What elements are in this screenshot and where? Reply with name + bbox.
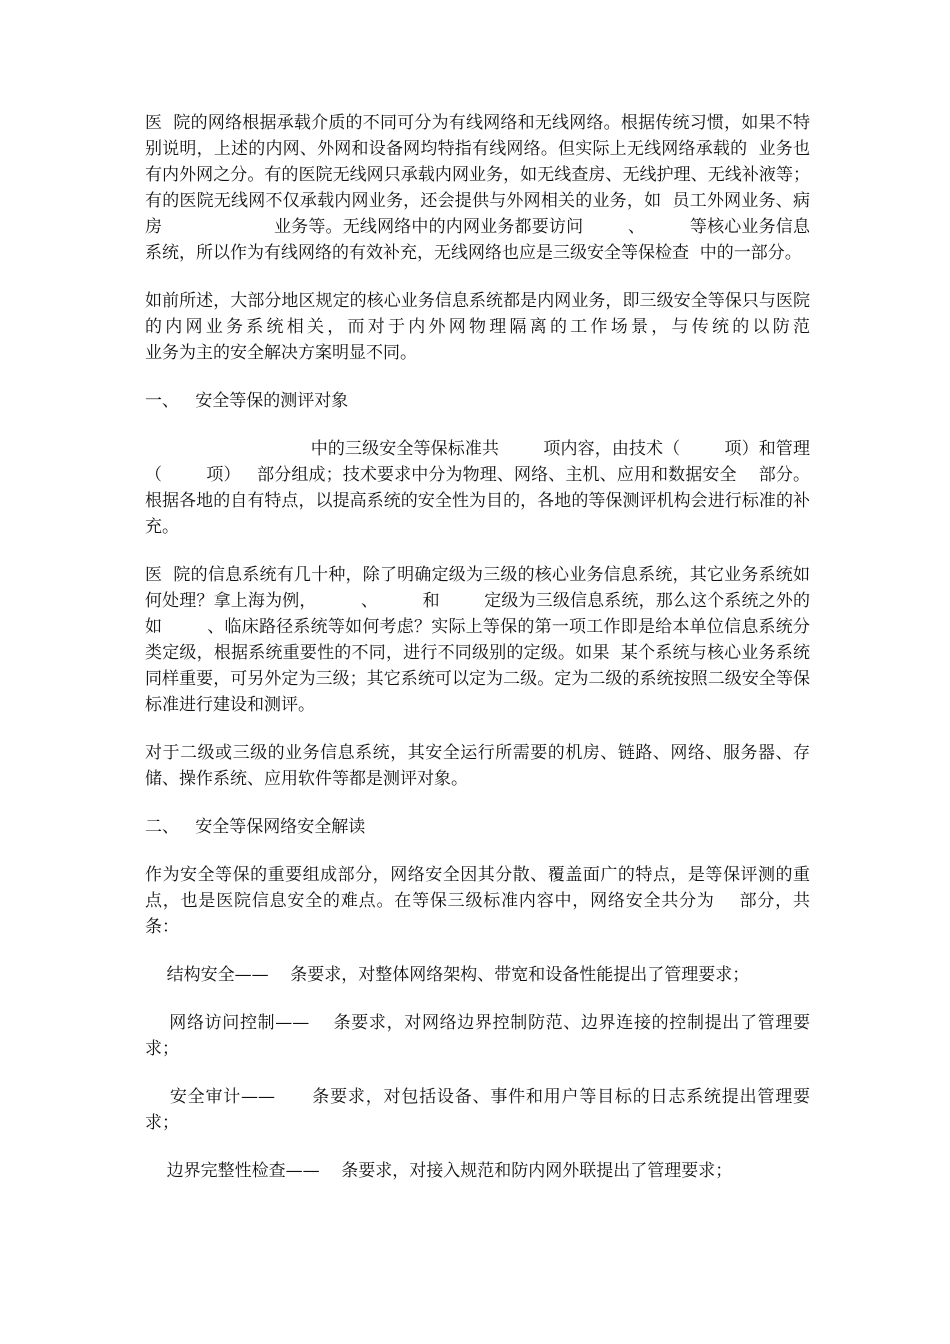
- list-item-security-audit: 安全审计—— 条要求，对包括设备、事件和用户等目标的日志系统提出管理要求；: [145, 1087, 811, 1133]
- section-heading-evaluation-objects: 一、 安全等保的测评对象: [145, 391, 349, 411]
- paragraph-network-security-overview: 作为安全等保的重要组成部分，网络安全因其分散、覆盖面广的特点，是等保评测的重点，也是医院信息安全的难点。在等保三级标准内容中，网络安全共分为 部分，共 条：: [145, 865, 843, 937]
- paragraph-wireless-network: 医 院的网络根据承载介质的不同可分为有线网络和无线网络。根据传统习惯，如果不特别说明，上述的内网、外网和设备网均特指有线网络。但实际上无线网络承载的 业务也有内外网之分。有的医院无线网只承载内网业务，如无线查房、无线护理、无线补液等；有的医院无线网不仅承载内网业务，还会提供与外网相关的业务，如 员工外网业务、病房 业务等。无线网络中的内网业务都要访问 、 等核心业务信息系统，所以作为有线网络的有效补充，无线网络也应是三级安全等保检查 中的一部分。: [145, 113, 810, 263]
- list-item-access-control: 网络访问控制—— 条要求，对网络边界控制防范、边界连接的控制提出了管理要求；: [145, 1013, 810, 1059]
- paragraph-standard-contents: 中的三级安全等保标准共 项内容，由技术（ 项）和管理（ 项） 部分组成；技术要求中分为物理、网络、主机、应用和数据安全 部分。根据各地的自有特点，以提高系统的安全性为目的，各地的等保测评机构会进行标准的补充。: [145, 439, 810, 537]
- document-body: [145, 110, 908, 1206]
- section-heading-network-security: 二、 安全等保网络安全解读: [145, 817, 366, 837]
- paragraph-system-classification: 医 院的信息系统有几十种，除了明确定级为三级的核心业务信息系统，其它业务系统如何处理？拿上海为例， 、 和 定级为三级信息系统，那么这个系统之外的如 、临床路径系统等如何考虑？实际上等保的第一项工作即是给本单位信息系统分类定级，根据系统重要性的不同，进行不同级别的定级。如果 某个系统与核心业务系统同样重要，可另外定为三级；其它系统可以定为二级。定为二级的系统按照二级安全等保标准进行建设和测评。: [145, 565, 810, 715]
- paragraph-evaluation-scope: 对于二级或三级的业务信息系统，其安全运行所需要的机房、链路、网络、服务器、存储、操作系统、应用软件等都是测评对象。: [145, 743, 810, 789]
- list-item-structure-security: 结构安全—— 条要求，对整体网络架构、带宽和设备性能提出了管理要求；: [145, 965, 750, 985]
- paragraph-core-business: 如前所述，大部分地区规定的核心业务信息系统都是内网业务，即三级安全等保只与医院的内网业务系统相关，而对于内外网物理隔离的工作场景，与传统的以防范 业务为主的安全解决方案明显不同。: [145, 291, 908, 363]
- list-item-boundary-integrity: 边界完整性检查—— 条要求，对接入规范和防内网外联提出了管理要求；: [145, 1161, 733, 1181]
